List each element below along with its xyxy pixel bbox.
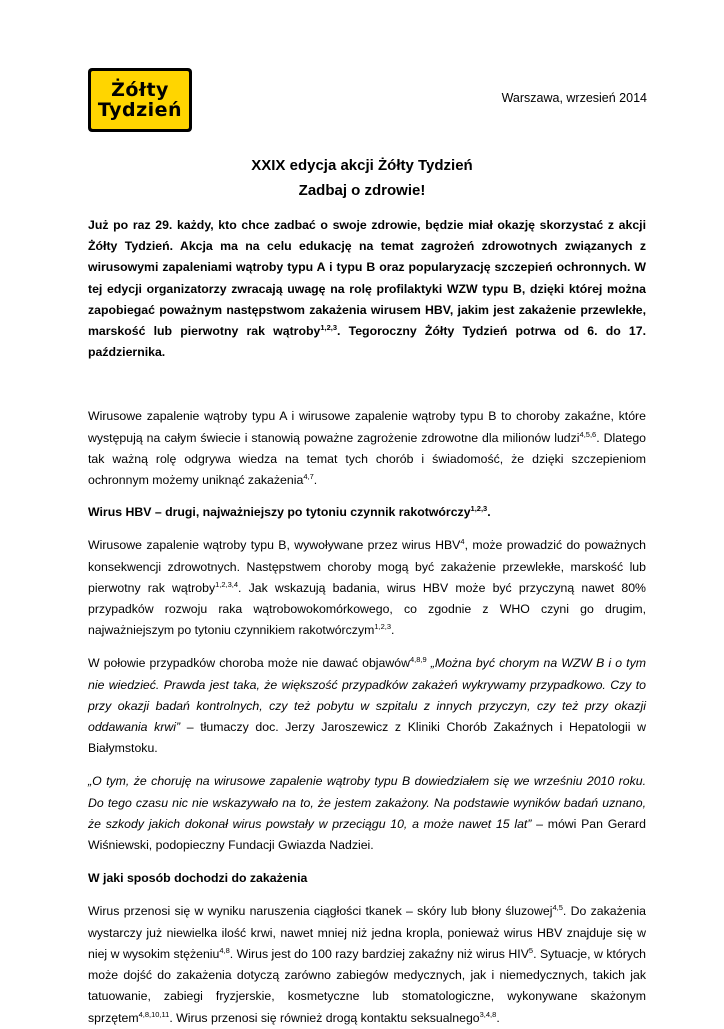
paragraph-text: Wirus przenosi się w wyniku naruszenia ciągłości tkanek – skóry lub błony śluzowej	[88, 904, 553, 919]
paragraph-text: . Wirus jest do 100 razy bardziej zakaźny niż wirus HIV	[229, 946, 529, 961]
document-titles	[0, 153, 724, 203]
quote-text: „O tym, że choruję na wirusowe zapalenie wątroby typu B dowiedziałem się we wrześniu 2010 roku. Do tego czasu nic nie wskazywało na to, że jestem zakażony. Na podstawie wyników badań uznano, że szkody jakich dokonał wirus powstały w przeciągu 10, a może nawet 15 lat”	[88, 774, 646, 831]
document-date: Warszawa, wrzesień 2014	[501, 91, 647, 105]
title-line-1: XXIX edycja akcji Żółty Tydzień	[251, 157, 473, 174]
paragraph-text: . Sytuacje, w których może dojść do zakażenia dotyczą zarówno zabiegów medycznych, jak i niemedycznych, takich jak tatuowanie, zabiegi fryzjerskie, kosmetyczne lub stomatologiczne, wykonywane skażonym sprzętem	[88, 946, 646, 1025]
section-heading-hbv	[88, 502, 646, 523]
paragraph-text: . Dlatego tak ważną rolę odgrywa wiedza na temat tych chorób i świadomość, że dzięki szczepieniom ochronnym możemy uniknąć zakażenia	[88, 430, 647, 488]
paragraph-text: .	[391, 623, 395, 638]
paragraph-text: . Jak wskazują badania, wirus HBV może być przyczyną nawet 80% przypadków rozwoju raka wątrobowokomórkowego, co zgodnie z WHO czyni go drugim, najważniejszym po tytoniu czynnikiem rakotwórczym	[88, 580, 646, 638]
title-line-2: Zadbaj o zdrowie!	[298, 182, 426, 199]
paragraph-text: Wirusowe zapalenie wątroby typu B, wywoływane przez wirus HBV	[88, 538, 461, 553]
paragraph-text: – tłumaczy doc. Jerzy Jaroszewicz z Kliniki Chorób Zakaźnych i Hepatologii w Białymstoku.	[88, 720, 646, 756]
footnote-ref: 4,5,6	[579, 429, 597, 439]
paragraph-text: . Wirus przenosi się również drogą kontaktu seksualnego	[169, 1010, 480, 1025]
paragraph-3	[88, 535, 646, 641]
paragraph-6	[88, 901, 646, 1028]
paragraph-text: Wirusowe zapalenie wątroby typu A i wirusowe zapalenie wątroby typu B to choroby zakaźne, które występują na całym świecie i stanowią poważne zagrożenie zdrowotne dla milionów ludzi	[88, 409, 646, 445]
footnote-ref: 1,2,3	[470, 504, 488, 514]
footnote-ref: 1,2,3,4	[215, 579, 239, 589]
heading-text-end: .	[487, 505, 491, 520]
paragraph-text: – mówi Pan Gerard Wiśniewski, podopieczny Fundacji Gwiazda Nadziei.	[88, 816, 646, 853]
paragraph-text: .	[496, 1010, 500, 1025]
footnote-ref: 1,2,3	[374, 622, 392, 632]
paragraph-text: , może prowadzić do poważnych konsekwencji zdrowotnych. Następstwem choroby mogą być zakażenie przewlekłe, marskość lub pierwotny rak wątroby	[88, 538, 646, 595]
footnote-ref: 4,5	[552, 903, 563, 913]
paragraph-text: .	[313, 473, 318, 488]
lead-paragraph	[88, 215, 646, 363]
logo-line-2: Tydzień	[97, 99, 183, 121]
footnote-ref: 4,8	[219, 945, 230, 955]
footnote-ref: 5	[528, 945, 534, 955]
footnote-ref: 3,4,8	[479, 1009, 497, 1019]
logo-line-1: Żółty	[111, 79, 169, 101]
heading-text: Wirus HBV – drugi, najważniejszy po tytoniu czynnik rakotwórczy	[88, 505, 471, 520]
paragraph-5	[88, 771, 646, 856]
document-body	[88, 215, 646, 1029]
quote-text: „Można być chorym na WZW B i o tym nie wiedzieć. Prawda jest taka, że większość przypadków zakażeń wykrywamy przypadkowo. Czy to przy okazji badań kontrolnych, czy też pobytu w szpitalu z innych przyczyn, czy też przy okazji oddawania krwi”	[88, 656, 646, 735]
footnote-ref: 1,2,3	[320, 322, 338, 332]
lead-text: Już po raz 29. każdy, kto chce zadbać o swoje zdrowie, będzie miał okazję skorzystać z akcji Żółty Tydzień. Akcja ma na celu edukację na temat zagrożeń zdrowotnych związanych z wirusowymi zapaleniami wątroby typu A i typu B oraz popularyzację szczepień ochronnych. W tej edycji organizatorzy zwracają uwagę na rolę profilaktyki WZW typu B, dzięki której można zapobiegać poważnym następstwom zakażenia wirusem HBV, jakim jest zakażenie przewlekłe, marskość lub pierwotny rak wątroby	[88, 218, 646, 339]
paragraph-4	[88, 653, 646, 759]
lead-text-end: . Tegoroczny Żółty Tydzień potrwa od 6. do 17. października.	[88, 324, 646, 360]
footnote-ref: 4,8,9	[409, 655, 427, 665]
logo-background	[91, 71, 189, 129]
footnote-ref: 4,7	[303, 471, 314, 481]
paragraph-text: . Do zakażenia wystarczy już niewielka ilość krwi, nawet mniej niż jedna kropla, ponieważ wirus HBV znajduje się w niej w wysokim stężeniu	[88, 904, 646, 961]
footnote-ref: 4,8,10,11	[138, 1009, 170, 1019]
paragraph-text: W połowie przypadków choroba może nie dawać objawów	[88, 656, 410, 671]
paragraph-2	[88, 406, 646, 491]
zolty-tydzien-logo	[88, 68, 192, 132]
section-heading-transmission: W jaki sposób dochodzi do zakażenia	[88, 871, 308, 886]
footnote-ref: 4	[460, 537, 465, 547]
